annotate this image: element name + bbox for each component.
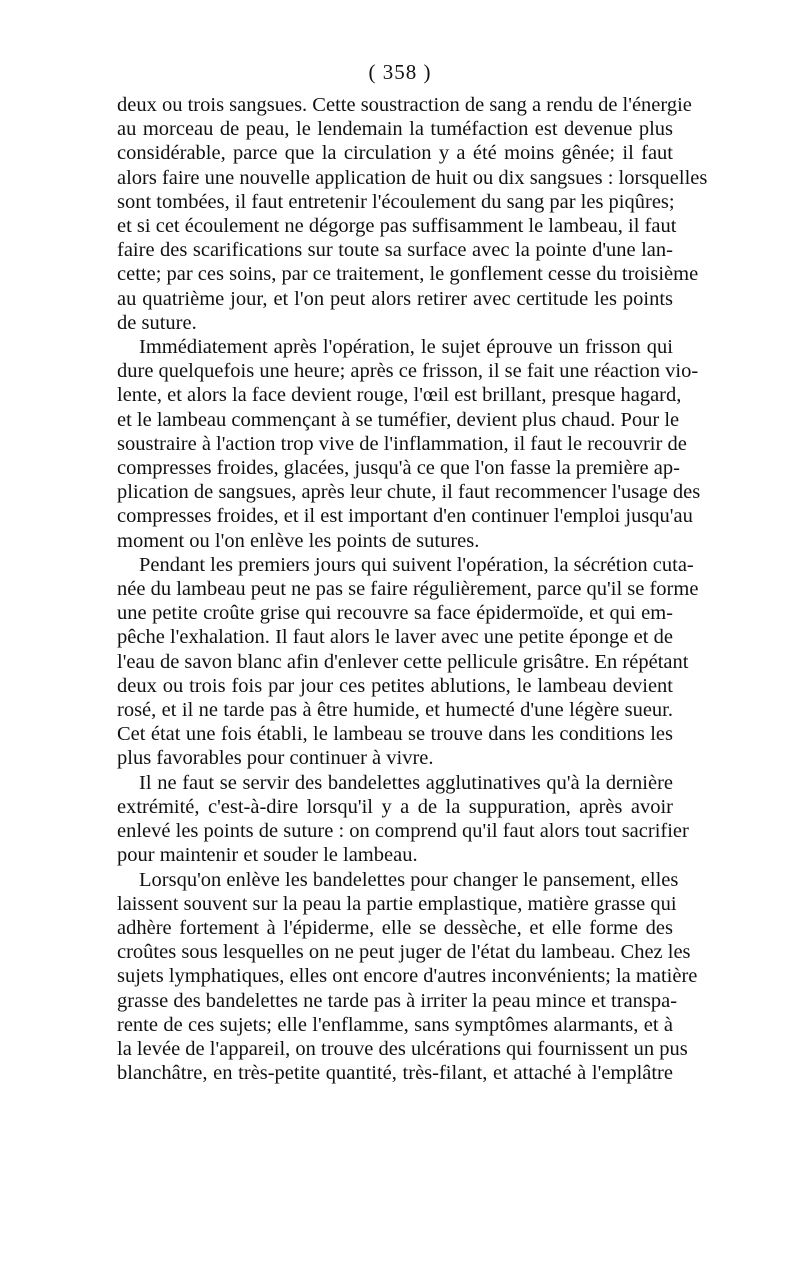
text-line: extrémité, c'est-à-dire lorsqu'il y a de la suppuration, après avoir <box>117 795 673 818</box>
text-line: alors faire une nouvelle application de huit ou dix sangsues : lorsquelles <box>117 166 708 189</box>
text-line: dure quelquefois une heure; après ce frisson, il se fait une réaction vio- <box>117 360 699 383</box>
text-line: deux ou trois fois par jour ces petites ablutions, le lambeau devient <box>117 674 673 697</box>
text-line: lente, et alors la face devient rouge, l'œil est brillant, presque hagard, <box>117 384 682 407</box>
text-line: plus favorables pour continuer à vivre. <box>117 747 434 770</box>
text-line: et si cet écoulement ne dégorge pas suffisamment le lambeau, il faut <box>117 215 677 238</box>
text-line: née du lambeau peut ne pas se faire régulièrement, parce qu'il se forme <box>117 578 699 601</box>
body-text <box>117 93 708 1085</box>
text-line: une petite croûte grise qui recouvre sa face épidermoïde, et qui em- <box>117 602 673 625</box>
text-line: blanchâtre, en très-petite quantité, très-filant, et attaché à l'emplâtre <box>117 1062 673 1085</box>
text-line: adhère fortement à l'épiderme, elle se dessèche, et elle forme des <box>117 916 673 939</box>
text-line: au quatrième jour, et l'on peut alors retirer avec certitude les points <box>117 287 673 310</box>
text-line: l'eau de savon blanc afin d'enlever cette pellicule grisâtre. En répétant <box>117 650 689 673</box>
text-line: enlevé les points de suture : on comprend qu'il faut alors tout sacrifier <box>117 820 689 843</box>
text-line: Pendant les premiers jours qui suivent l'opération, la sécrétion cuta- <box>139 553 694 576</box>
text-line: Il ne faut se servir des bandelettes agglutinatives qu'à la dernière <box>139 771 673 794</box>
text-line: la levée de l'appareil, on trouve des ulcérations qui fournissent un pus <box>117 1037 688 1060</box>
text-line: de suture. <box>117 311 197 334</box>
paragraph-4 <box>117 771 689 868</box>
text-line: compresses froides, et il est important d'en continuer l'emploi jusqu'au <box>117 505 693 528</box>
text-line: pêche l'exhalation. Il faut alors le laver avec une petite éponge et de <box>117 626 673 649</box>
text-line: cette; par ces soins, par ce traitement, le gonflement cesse du troisième <box>117 263 699 286</box>
text-line: grasse des bandelettes ne tarde pas à irriter la peau mince et transpa- <box>117 989 678 1012</box>
text-line: au morceau de peau, le lendemain la tuméfaction est devenue plus <box>117 118 673 141</box>
text-line: sont tombées, il faut entretenir l'écoulement du sang par les piqûres; <box>117 190 675 213</box>
text-line: sujets lymphatiques, elles ont encore d'autres inconvénients; la matière <box>117 965 698 988</box>
text-line: Lorsqu'on enlève les bandelettes pour changer le pansement, elles <box>139 868 679 891</box>
text-line: rosé, et il ne tarde pas à être humide, et humecté d'une légère sueur. <box>117 699 673 722</box>
text-line: rente de ces sujets; elle l'enflamme, sans symptômes alarmants, et à <box>117 1013 673 1036</box>
text-line: pour maintenir et souder le lambeau. <box>117 844 418 867</box>
text-line: soustraire à l'action trop vive de l'inflammation, il faut le recouvrir de <box>117 432 687 455</box>
text-line: laissent souvent sur la peau la partie emplastique, matière grasse qui <box>117 892 677 915</box>
text-line: compresses froides, glacées, jusqu'à ce que l'on fasse la première ap- <box>117 457 680 480</box>
text-line: moment ou l'on enlève les points de sutures. <box>117 529 480 552</box>
text-line: deux ou trois sangsues. Cette soustraction de sang a rendu de l'énergie <box>117 94 692 116</box>
paragraph-5 <box>117 868 698 1086</box>
page-number: ( 358 ) <box>368 60 432 84</box>
text-line: faire des scarifications sur toute sa surface avec la pointe d'une lan- <box>117 239 673 262</box>
text-line: considérable, parce que la circulation y a été moins gênée; il faut <box>117 142 673 165</box>
text-line: Cet état une fois établi, le lambeau se trouve dans les conditions les <box>117 723 673 746</box>
text-line: plication de sangsues, après leur chute, il faut recommencer l'usage des <box>117 481 701 504</box>
text-line: croûtes sous lesquelles on ne peut juger de l'état du lambeau. Chez les <box>117 941 691 964</box>
paragraph-1 <box>117 93 708 335</box>
text-line: Immédiatement après l'opération, le sujet éprouve un frisson qui <box>139 336 673 359</box>
text-line: et le lambeau commençant à se tuméfier, devient plus chaud. Pour le <box>117 408 680 431</box>
paragraph-2 <box>117 335 701 553</box>
paragraph-3 <box>117 553 699 771</box>
